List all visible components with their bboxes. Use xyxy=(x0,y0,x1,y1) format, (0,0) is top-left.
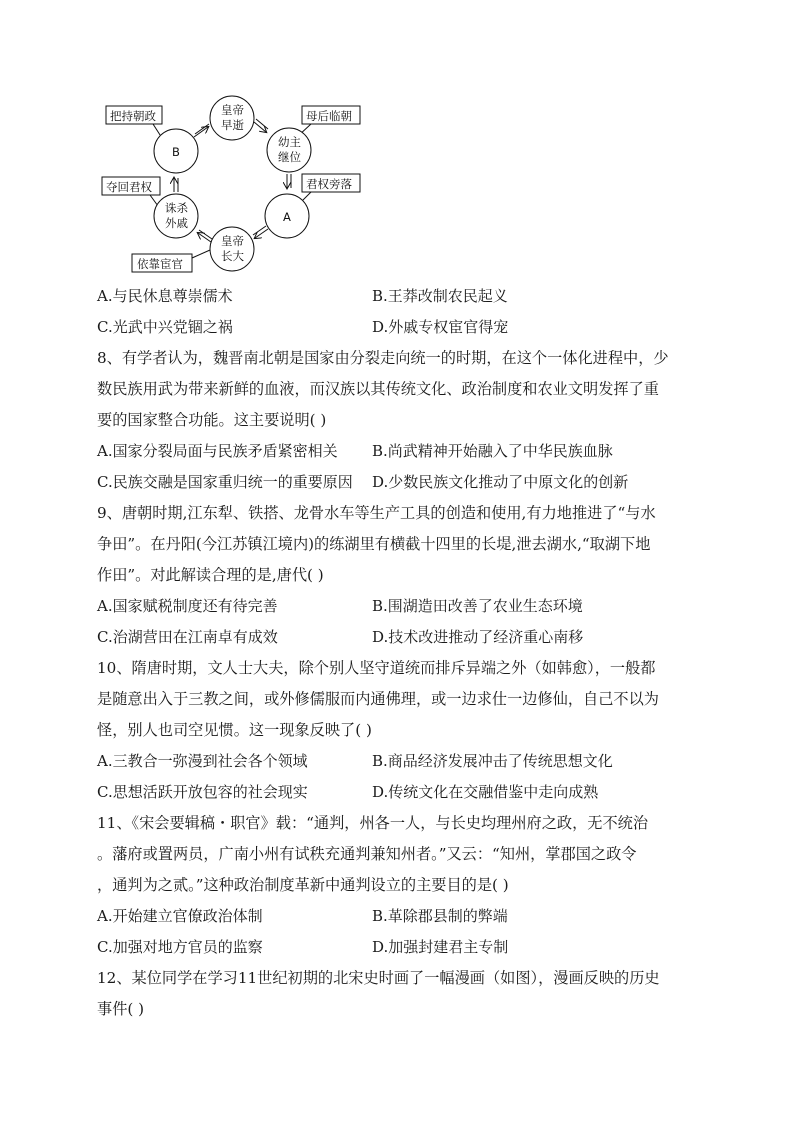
q9-option-a[interactable]: A.国家赋税制度还有待完善 xyxy=(97,597,278,615)
q8-stem xyxy=(97,343,702,436)
q12-line-1: 12、某位同学在学习11世纪初期的北宋史时画了一幅漫画（如图），漫画反映的历史 xyxy=(97,969,660,987)
label-weak-power xyxy=(302,174,360,192)
svg-text:幼主: 幼主 xyxy=(278,135,301,149)
q7-option-a[interactable]: A.与民休息尊崇儒术 xyxy=(97,287,233,305)
q11-options-row-2 xyxy=(97,932,707,963)
q10-option-c[interactable]: C.思想活跃开放包容的社会现实 xyxy=(97,783,308,801)
q11-option-a[interactable]: A.开始建立官僚政治体制 xyxy=(97,907,263,925)
q10-line-2: 是随意出入于三教之间，或外修儒服而内通佛理，或一边求仕一边修仙，自己不以为 xyxy=(97,690,659,708)
q8-option-b[interactable]: B.尚武精神开始融入了中华民族血脉 xyxy=(372,442,613,460)
label-reclaim xyxy=(102,177,160,195)
q9-line-3: 作田”。对此解读合理的是,唐代( ) xyxy=(97,566,324,584)
q8-options-row-2 xyxy=(97,467,707,498)
q7-option-d[interactable]: D.外戚专权宦官得宠 xyxy=(372,318,509,336)
q8-option-d[interactable]: D.少数民族文化推动了中原文化的创新 xyxy=(372,473,629,491)
label-grab-power xyxy=(106,106,162,124)
svg-text:B: B xyxy=(172,145,180,159)
q10-options-row-1 xyxy=(97,746,707,777)
svg-text:把持朝政: 把持朝政 xyxy=(110,109,156,123)
q11-options-row-1 xyxy=(97,901,707,932)
q9-line-1: 9、唐朝时期,江东犁、铁搭、龙骨水车等生产工具的创造和使用,有力地推进了“与水 xyxy=(97,504,656,522)
svg-text:外戚: 外戚 xyxy=(165,216,188,230)
q11-option-b[interactable]: B.革除郡县制的弊端 xyxy=(372,907,508,925)
node-b xyxy=(154,129,198,173)
q9-option-d[interactable]: D.技术改进推动了经济重心南移 xyxy=(372,628,584,646)
svg-text:君权旁落: 君权旁落 xyxy=(306,177,352,191)
q7-option-c[interactable]: C.光武中兴党锢之祸 xyxy=(97,318,233,336)
q9-option-b[interactable]: B.围湖造田改善了农业生态环境 xyxy=(372,597,583,615)
q10-option-d[interactable]: D.传统文化在交融借鉴中走向成熟 xyxy=(372,783,599,801)
cycle-diagram-svg xyxy=(98,92,368,278)
svg-text:诛杀: 诛杀 xyxy=(165,201,188,215)
cycle-diagram xyxy=(98,92,368,278)
svg-text:继位: 继位 xyxy=(278,150,301,164)
q9-stem xyxy=(97,498,702,591)
q10-option-a[interactable]: A.三教合一弥漫到社会各个领域 xyxy=(97,752,308,770)
q11-line-2: 。藩府或置两员，广南小州有试秩充通判兼知州者。”又云：“知州，掌郡国之政令 xyxy=(97,845,637,863)
q12-stem xyxy=(97,963,702,1025)
node-emperor-early-death xyxy=(210,96,254,140)
q8-line-1: 8、有学者认为，魏晋南北朝是国家由分裂走向统一的时期，在这个一体化进程中，少 xyxy=(97,349,669,367)
node-child-emperor xyxy=(267,128,311,172)
svg-text:A: A xyxy=(283,210,291,224)
q8-options-row-1 xyxy=(97,436,707,467)
q8-option-a[interactable]: A.国家分裂局面与民族矛盾紧密相关 xyxy=(97,442,338,460)
node-a xyxy=(265,194,309,238)
q7-options-row-2 xyxy=(97,312,707,343)
q10-stem xyxy=(97,653,702,746)
q10-line-1: 10、隋唐时期，文人士大夫，除个别人坚守道统而排斥异端之外（如韩愈），一般都 xyxy=(97,659,656,677)
q12-line-2: 事件( ) xyxy=(97,1000,145,1018)
q11-stem xyxy=(97,808,702,901)
svg-text:依靠宦官: 依靠宦官 xyxy=(137,257,183,271)
label-eunuch xyxy=(132,254,192,272)
q11-line-3: ，通判为之贰。”这种政治制度革新中通判设立的主要目的是( ) xyxy=(97,876,509,894)
label-regency xyxy=(302,106,360,124)
node-emperor-grown xyxy=(210,227,254,271)
q7-option-b[interactable]: B.王莽改制农民起义 xyxy=(372,287,508,305)
q9-options-row-2 xyxy=(97,622,707,653)
q9-line-2: 争田”。在丹阳(今江苏镇江境内)的练湖里有横截十四里的长堤,泄去湖水,“取湖下地 xyxy=(97,535,651,553)
svg-text:皇帝: 皇帝 xyxy=(221,234,244,248)
q9-option-c[interactable]: C.治湖营田在江南卓有成效 xyxy=(97,628,278,646)
svg-text:早逝: 早逝 xyxy=(221,118,244,132)
q10-option-b[interactable]: B.商品经济发展冲击了传统思想文化 xyxy=(372,752,613,770)
q9-options-row-1 xyxy=(97,591,707,622)
svg-text:长大: 长大 xyxy=(221,249,244,263)
q8-option-c[interactable]: C.民族交融是国家重归统一的重要原因 xyxy=(97,473,353,491)
svg-text:皇帝: 皇帝 xyxy=(221,103,244,117)
q7-options-row-1 xyxy=(97,281,707,312)
svg-text:母后临朝: 母后临朝 xyxy=(306,109,352,123)
q11-option-c[interactable]: C.加强对地方官员的监察 xyxy=(97,938,263,956)
q10-options-row-2 xyxy=(97,777,707,808)
q8-line-2: 数民族用武为带来新鲜的血液，而汉族以其传统文化、政治制度和农业文明发挥了重 xyxy=(97,380,659,398)
q11-line-1: 11、《宋会要辑稿・职官》载：“通判，州各一人，与长史均理州府之政，无不统治 xyxy=(97,814,649,832)
q10-line-3: 怪，别人也司空见惯。这一现象反映了( ) xyxy=(97,721,372,739)
node-kill-relatives xyxy=(154,194,198,238)
svg-text:夺回君权: 夺回君权 xyxy=(106,180,152,194)
q11-option-d[interactable]: D.加强封建君主专制 xyxy=(372,938,509,956)
q8-line-3: 要的国家整合功能。这主要说明( ) xyxy=(97,411,327,429)
